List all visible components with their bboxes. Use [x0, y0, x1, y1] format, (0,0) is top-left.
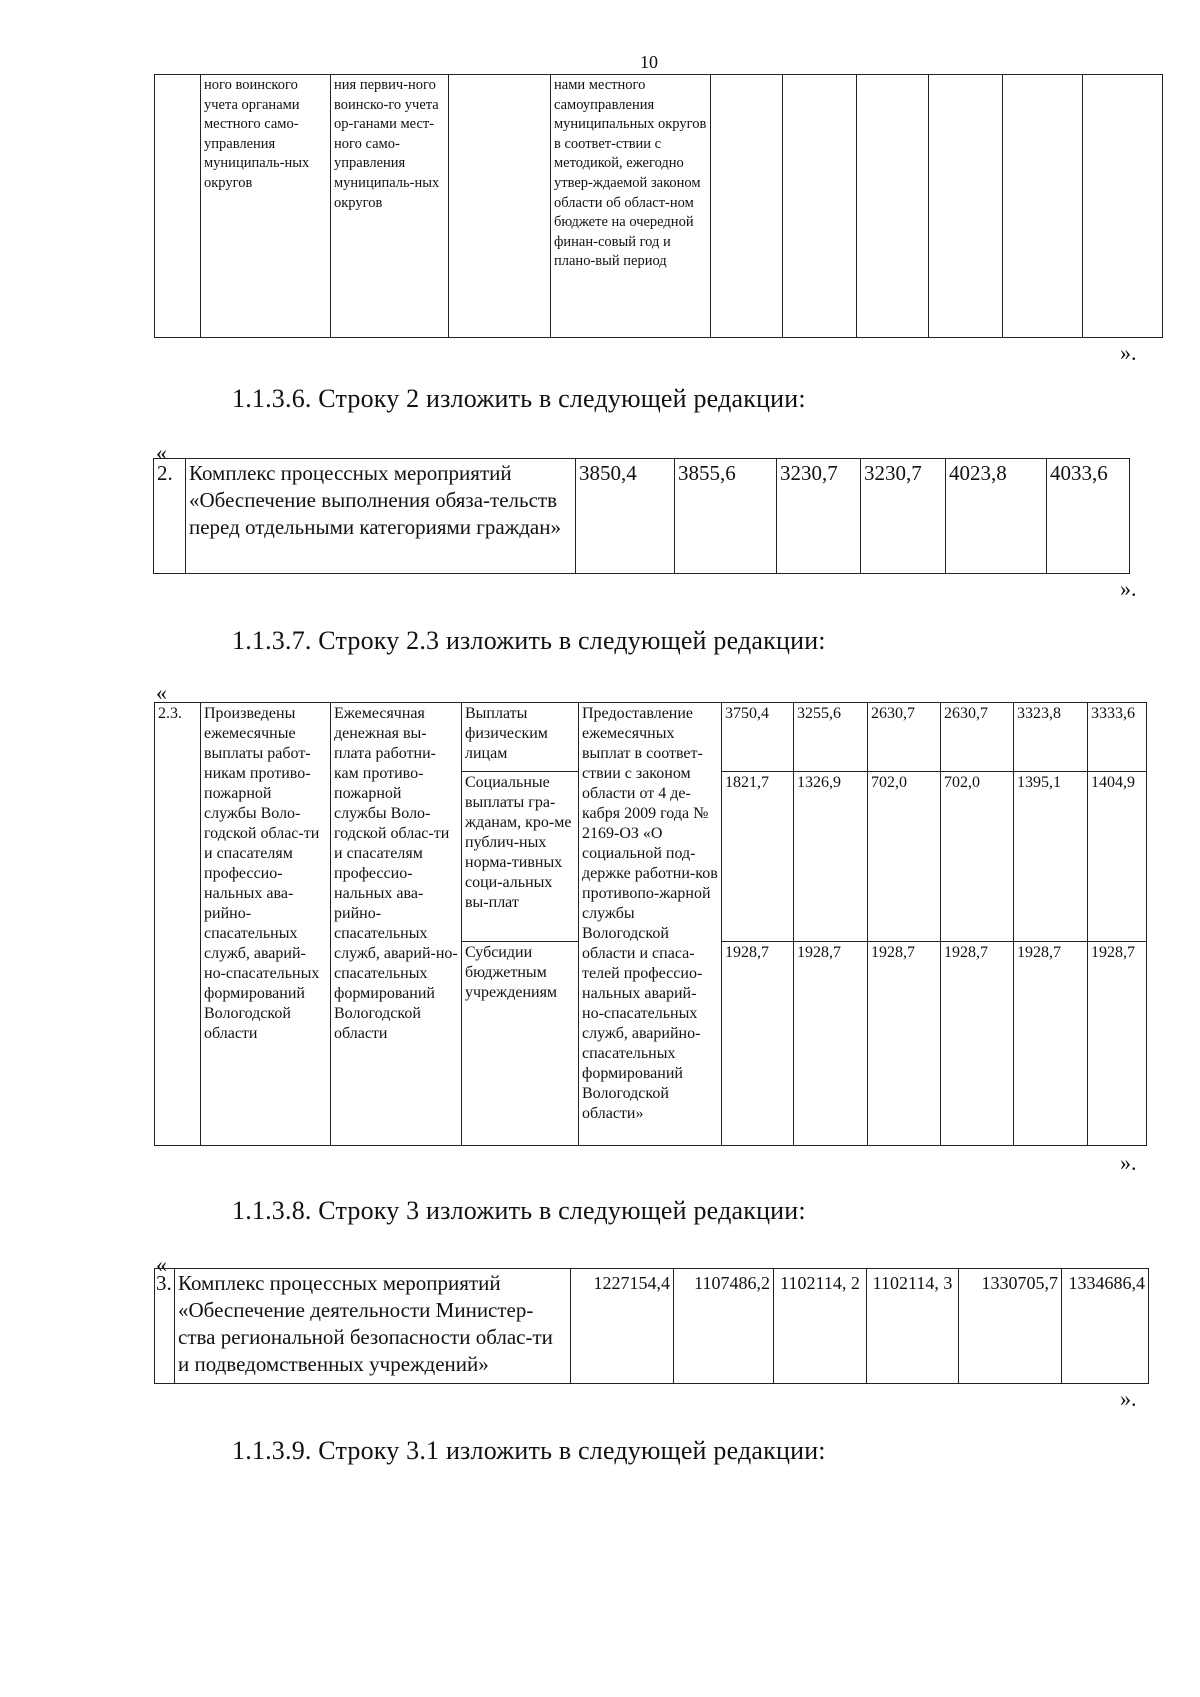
open-quote: «: [156, 440, 167, 465]
expense-type-cell: Субсидии бюджетным учреждениям: [462, 942, 579, 1146]
table-cell: [1083, 75, 1163, 338]
row-number: 2.3.: [155, 703, 201, 1146]
row-number: 2.: [154, 459, 186, 574]
value-cell: 1227154,4: [571, 1269, 674, 1384]
value-cell: 1928,7: [1088, 942, 1147, 1146]
close-quote: ».: [1120, 1386, 1137, 1411]
section-heading: 1.1.3.9. Строку 3.1 изложить в следующей редакции:: [232, 1436, 826, 1465]
expense-type-cell: Выплаты физическим лицам: [462, 703, 579, 772]
table-cell: нами местного самоуправления муниципальных округов в соответ-ствии с методикой, ежегодно утвер-ждаемой законом области об област-ном бюджете на очередной финан-совый год и плано-вый период: [551, 75, 711, 338]
value-cell: 702,0: [941, 772, 1014, 942]
table-cell: [1003, 75, 1083, 338]
value-cell: 3323,8: [1014, 703, 1088, 772]
close-quote: ».: [1120, 576, 1137, 601]
value-cell: 1821,7: [722, 772, 794, 942]
value-cell: 1330705,7: [959, 1269, 1062, 1384]
basis-cell: Предоставление ежемесячных выплат в соответ-ствии с законом области от 4 де-кабря 2009 года № 2169-ОЗ «О социальной под-держке работни-ков противопо-жарной службы Вологодской области и спаса-телей профессио-нальных аварий-но-спасательных служб, аварийно-спасательных формирований Вологодской области»: [579, 703, 722, 1146]
open-quote: «: [156, 1252, 167, 1277]
table-cell: [857, 75, 929, 338]
table-continuation: [154, 74, 1163, 338]
table-cell: [929, 75, 1003, 338]
table-cell: [711, 75, 783, 338]
value-cell: 1928,7: [941, 942, 1014, 1146]
value-cell: 3255,6: [794, 703, 868, 772]
value-cell: 3333,6: [1088, 703, 1147, 772]
value-cell: 1326,9: [794, 772, 868, 942]
value-cell: 1928,7: [1014, 942, 1088, 1146]
row-number: 3.: [155, 1269, 175, 1384]
value-cell: 3230,7: [777, 459, 861, 574]
value-cell: 1102114, 2: [774, 1269, 867, 1384]
value-cell: 3855,6: [675, 459, 777, 574]
section-heading: 1.1.3.6. Строку 2 изложить в следующей редакции:: [232, 384, 806, 413]
table-row-3: [154, 1268, 1149, 1384]
row-name: Комплекс процессных мероприятий «Обеспечение деятельности Министер-ства региональной безопасности облас-ти и подведомственных учреждений»: [175, 1269, 571, 1384]
table-row-2-3: [154, 702, 1147, 1146]
close-quote: ».: [1120, 1150, 1137, 1175]
value-cell: 1928,7: [722, 942, 794, 1146]
value-cell: 1928,7: [794, 942, 868, 1146]
table-cell: ного воинского учета органами местного само-управления муниципаль-ных округов: [201, 75, 331, 338]
value-cell: 3230,7: [861, 459, 946, 574]
value-cell: 4033,6: [1047, 459, 1130, 574]
value-cell: 3850,4: [576, 459, 675, 574]
table-cell: ния первич-ного воинско-го учета ор-ганами мест-ного само-управления муниципаль-ных округов: [331, 75, 449, 338]
value-cell: 1102114, 3: [867, 1269, 959, 1384]
close-quote: ».: [1120, 340, 1137, 365]
value-cell: 1107486,2: [674, 1269, 774, 1384]
open-quote: «: [156, 680, 167, 705]
value-cell: 4023,8: [946, 459, 1047, 574]
page-number: 10: [640, 52, 658, 72]
table-cell: [155, 75, 201, 338]
table-row-2: [153, 458, 1130, 574]
value-cell: 702,0: [868, 772, 941, 942]
value-cell: 2630,7: [868, 703, 941, 772]
table-cell: [783, 75, 857, 338]
section-heading: 1.1.3.8. Строку 3 изложить в следующей редакции:: [232, 1196, 806, 1225]
value-cell: 1334686,4: [1062, 1269, 1149, 1384]
value-cell: 2630,7: [941, 703, 1014, 772]
value-cell: 1395,1: [1014, 772, 1088, 942]
table-cell: [449, 75, 551, 338]
row-name: Комплекс процессных мероприятий «Обеспечение выполнения обяза-тельств перед отдельными категориями граждан»: [186, 459, 576, 574]
result-cell: Произведены ежемесячные выплаты работ-никам противо-пожарной службы Воло-годской облас-ти и спасателям профессио-нальных ава-рийно-спасательных служб, аварий-но-спасательных формирований Вологодской области: [201, 703, 331, 1146]
measure-cell: Ежемесячная денежная вы-плата работни-кам противо-пожарной службы Воло-годской облас-ти и спасателям профессио-нальных ава-рийно-спасательных служб, аварий-но-спасательных формирований Вологодской области: [331, 703, 462, 1146]
value-cell: 3750,4: [722, 703, 794, 772]
value-cell: 1928,7: [868, 942, 941, 1146]
section-heading: 1.1.3.7. Строку 2.3 изложить в следующей редакции:: [232, 626, 826, 655]
value-cell: 1404,9: [1088, 772, 1147, 942]
expense-type-cell: Социальные выплаты гра-жданам, кро-ме публич-ных норма-тивных соци-альных вы-плат: [462, 772, 579, 942]
